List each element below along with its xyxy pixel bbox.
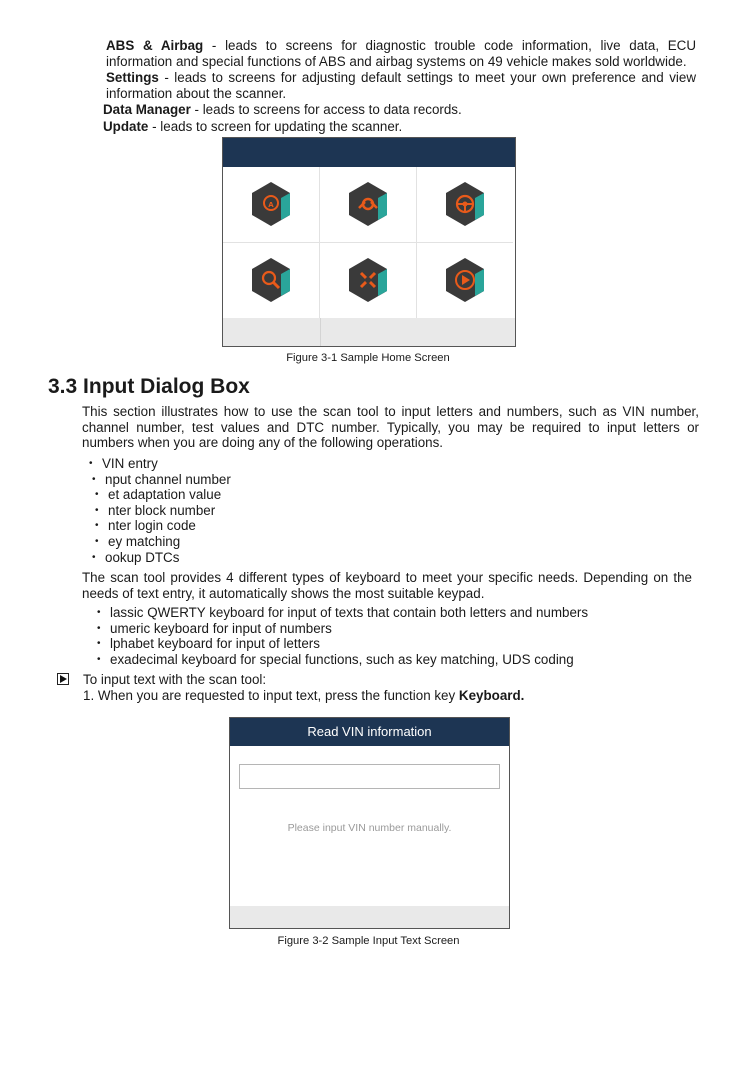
figure1-caption: Figure 3-1 Sample Home Screen — [286, 352, 450, 364]
operation-item: • nter login code — [108, 518, 508, 534]
settings-icon — [344, 180, 392, 228]
bullet-data-manager: Data Manager - leads to screens for access to data records. — [103, 102, 462, 118]
home-tile-steering[interactable] — [417, 167, 513, 243]
read-vin-header: Read VIN information — [230, 718, 509, 746]
keyboard-paragraph: The scan tool provides 4 different types of keyboard to meet your specific needs. Depending on the needs of text entry, it automatically shows the most suitable keypad. — [82, 570, 692, 601]
keyboard-type-item: • umeric keyboard for input of numbers — [110, 621, 630, 637]
playback-icon — [441, 256, 489, 304]
home-tile-abs-airbag[interactable] — [223, 167, 320, 243]
home-tile-data-search[interactable] — [223, 243, 320, 319]
operation-item: • ey matching — [108, 534, 508, 550]
bullet-update: Update - leads to screen for updating the scanner. — [103, 118, 403, 134]
procedure-step-1 — [83, 688, 703, 704]
home-tile-update-tools[interactable] — [320, 243, 417, 319]
svg-text:A: A — [268, 201, 274, 209]
step-text: When you are requested to input text, press the function key — [97, 688, 459, 703]
operations-list — [102, 456, 505, 565]
operation-item: • ookup DTCs — [105, 550, 505, 566]
home-tile-playback[interactable] — [417, 243, 513, 319]
play-arrow-icon — [57, 673, 69, 685]
step-number: 1. — [83, 688, 95, 703]
data-search-icon — [247, 256, 295, 304]
operation-item: • et adaptation value — [108, 487, 508, 503]
input-screen-footer — [230, 906, 509, 928]
operation-item: • nput channel number — [105, 472, 505, 488]
keyboard-type-item: • lassic QWERTY keyboard for input of texts that contain both letters and numbers — [110, 605, 630, 621]
home-screen-header — [223, 138, 515, 167]
keyboard-type-item: • exadecimal keyboard for special functions, such as key matching, UDS coding — [110, 652, 630, 668]
update-tools-icon — [344, 256, 392, 304]
section-heading: 3.3 Input Dialog Box — [48, 375, 250, 398]
home-tile-settings[interactable] — [320, 167, 417, 243]
figure2-caption: Figure 3-2 Sample Input Text Screen — [277, 935, 460, 947]
vin-input-hint: Please input VIN number manually. — [287, 822, 452, 834]
bullet-settings: Settings - leads to screens for adjusting default settings to meet your own preference and view information about the scanner. — [106, 70, 696, 101]
keyboard-key-name: Keyboard. — [458, 688, 525, 703]
operation-item: • nter block number — [108, 503, 508, 519]
abs-airbag-icon — [247, 180, 295, 228]
home-screen-figure — [222, 137, 516, 347]
top-menu-description-list — [103, 38, 697, 136]
input-text-screen-figure — [229, 717, 510, 929]
keyboard-type-item: • lphabet keyboard for input of letters — [110, 636, 630, 652]
vin-input-field[interactable] — [239, 764, 500, 789]
steering-icon — [441, 180, 489, 228]
keyboard-types-list — [110, 605, 630, 667]
intro-paragraph: This section illustrates how to use the scan tool to input letters and numbers, such as VIN number, channel number, test values and DTC number. Typically, you may be required to input letters or numbers when you are doing any of the following operations. — [82, 404, 699, 451]
home-screen-footer — [223, 318, 515, 346]
procedure-title: To input text with the scan tool: — [83, 672, 267, 687]
operation-item: • VIN entry — [102, 456, 502, 472]
bullet-abs-airbag: ABS & Airbag - leads to screens for diagnostic trouble code information, live data, ECU information and special functions of ABS and airbag systems on 49 vehicle makes sold worldwide. — [106, 38, 697, 69]
